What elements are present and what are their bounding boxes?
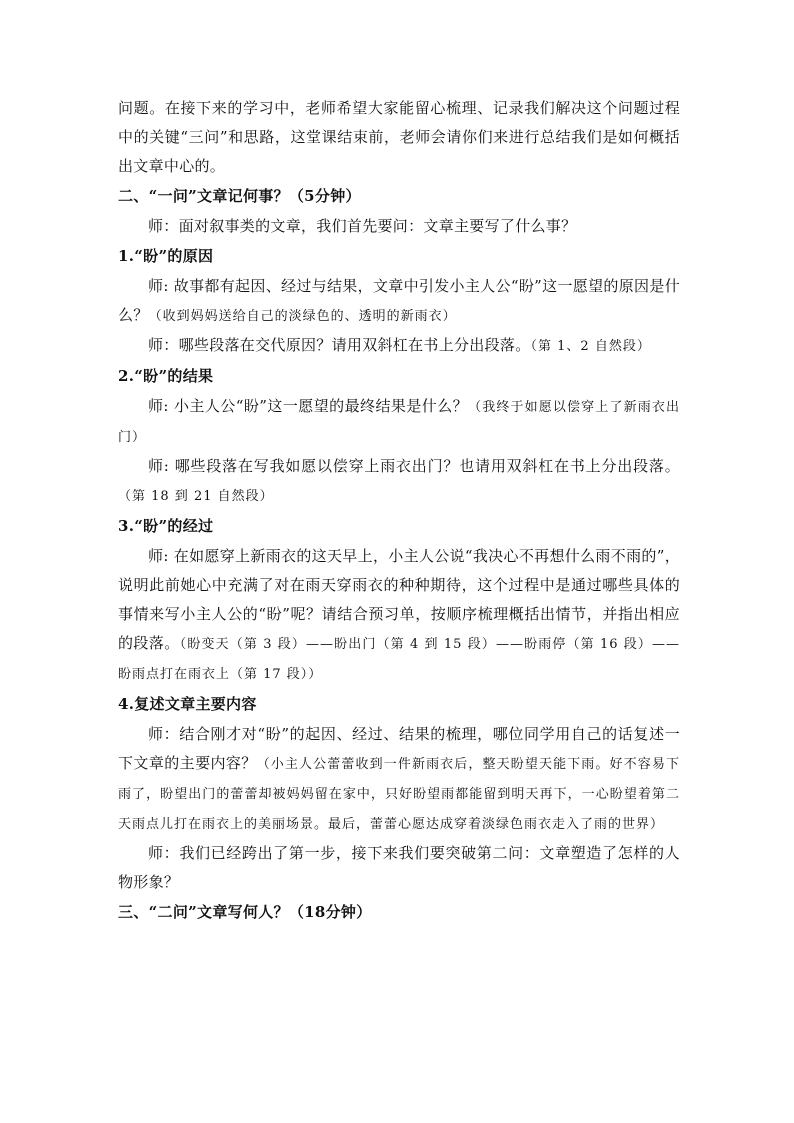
paragraph-result-sections-text: 师: 哪些段落在写我如愿以偿穿上雨衣出门？也请用双斜杠在书上分出段落。: [148, 457, 680, 475]
document-body: [118, 94, 680, 928]
paragraph-process-answer: （盼变天（第 3 段）——盼出门（第 4 到 15 段）——盼雨停（第 16 段）——盼雨点打在雨衣上（第 17 段））: [118, 637, 680, 682]
subheading-result: 2.“盼”的结果: [118, 367, 214, 385]
paragraph-reason-question: [118, 272, 680, 331]
paragraph-retell-question-text: 师：结合刚才对“盼”的起因、经过、结果的梳理，哪位同学用自己的话复述一下文章的主要内容？: [118, 725, 680, 772]
paragraph-result-answer: （我终于如愿以偿穿上了新雨衣出门）: [118, 400, 680, 445]
paragraph-result-sections-answer: （第 18 到 21 自然段）: [118, 489, 274, 504]
section-heading-3: 三、“二问”文章写何人？（18分钟）: [118, 903, 372, 921]
subheading-reason: 1.“盼”的原因: [118, 247, 214, 265]
subheading-process: 3.“盼”的经过: [118, 517, 214, 535]
paragraph-process-question: [118, 542, 680, 689]
paragraph-result-question: [118, 392, 680, 452]
paragraph-result-sections: [118, 452, 680, 511]
paragraph-teacher-question: 师：面对叙事类的文章，我们首先要问：文章主要写了什么事？: [148, 217, 577, 235]
paragraph-reason-sections: [118, 331, 680, 361]
subheading-retell: 4.复述文章主要内容: [118, 695, 257, 713]
paragraph-reason-sections-answer: （第 1、2 自然段）: [530, 339, 651, 354]
paragraph-process-question-text: 师: 在如愿穿上新雨衣的这天早上，小主人公说“我决心不再想什么雨不雨的”，说明此前她心中充满了对在雨天穿雨衣的种种期待，这个过程中是通过哪些具体的事情来写小主人公的“盼”呢？请结合预习单，按顺序梳理概括出情节，并指出相应的段落。: [118, 547, 680, 652]
section-heading-2: 二、“一问”文章记何事？（5分钟）: [118, 187, 361, 205]
paragraph-reason-question-text: 师: 故事都有起因、经过与结果，文章中引发小主人公“盼”这一愿望的原因是什么？: [118, 277, 680, 324]
paragraph-result-question-text: 师: 小主人公“盼”这一愿望的最终结果是什么？: [148, 397, 469, 415]
paragraph-transition: 师：我们已经跨出了第一步，接下来我们要突破第二问：文章塑造了怎样的人物形象？: [118, 844, 680, 891]
paragraph-retell-question: [118, 720, 680, 839]
paragraph-reason-answer: （收到妈妈送给自己的淡绿色的、透明的新雨衣）: [148, 309, 457, 324]
paragraph-retell-answer: （小主人公蕾蕾收到一件新雨衣后，整天盼望天能下雨。好不容易下雨了，盼望出门的蕾蕾却被妈妈留在家中，只好盼望雨都能留到明天再下，一心盼望着第二天雨点儿打在雨衣上的美丽场景。最后，蕾蕾心愿达成穿着淡绿色雨衣走入了雨的世界）: [118, 757, 680, 832]
intro-paragraph: 问题。在接下来的学习中，老师希望大家能留心梳理、记录我们解决这个问题过程中的关键“三问”和思路，这堂课结束前，老师会请你们来进行总结我们是如何概括出文章中心的。: [118, 99, 680, 175]
paragraph-reason-sections-text: 师：哪些段落在交代原因？请用双斜杠在书上分出段落。: [148, 336, 531, 354]
